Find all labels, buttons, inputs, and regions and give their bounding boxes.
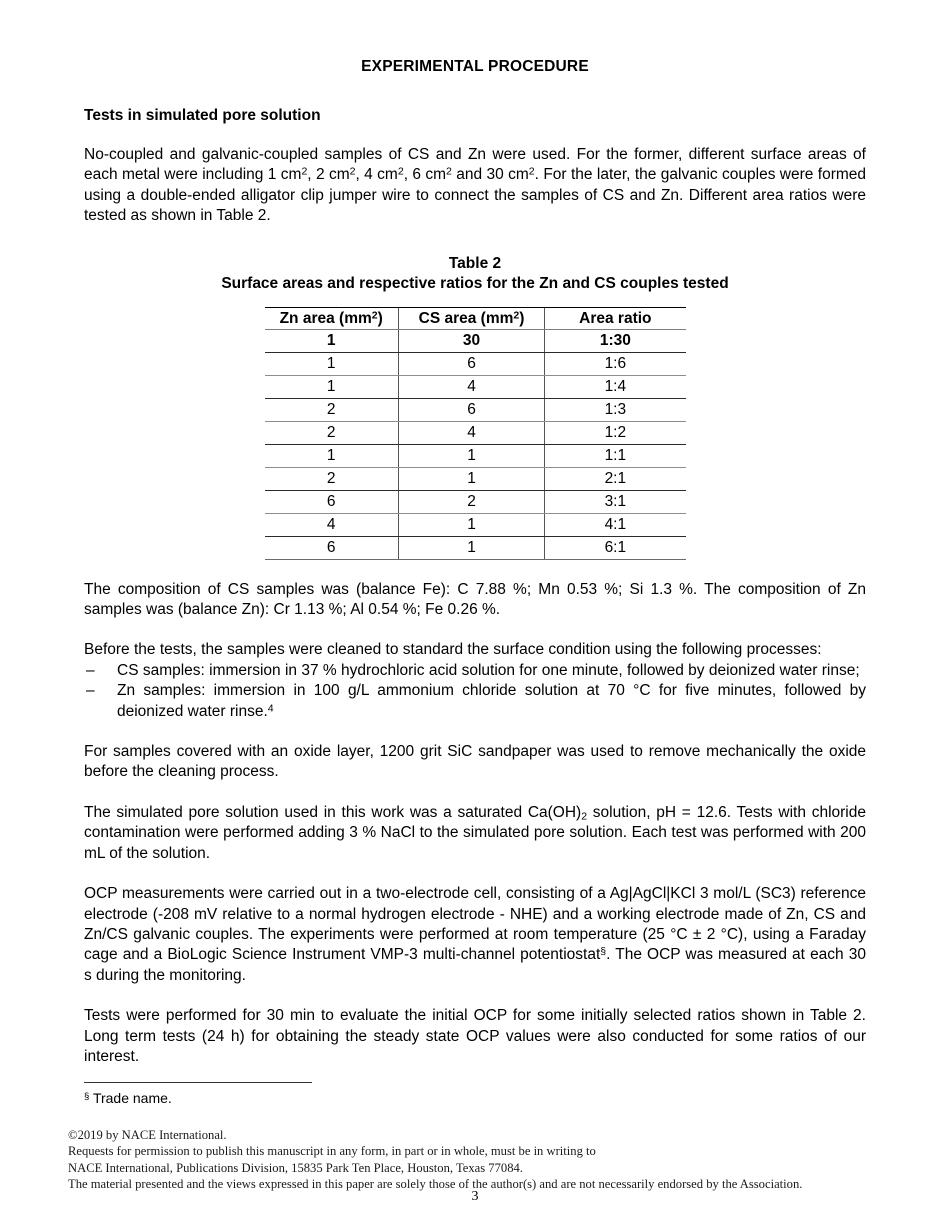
intro-text-d: , 6 cm — [403, 166, 447, 184]
footer-line-permission: Requests for permission to publish this manuscript in any form, in part or in whole, must be in writing to — [68, 1144, 596, 1159]
list-item-text: CS samples: immersion in 37 % hydrochloric acid solution for one minute, followed by deionized water rinse; — [117, 661, 860, 679]
cell-zn-area: 1 — [265, 375, 399, 398]
intro-text-c: , 4 cm — [355, 166, 398, 184]
cell-cs-area: 1 — [398, 536, 544, 559]
paragraph-cleaning-intro: Before the tests, the samples were cleaned to standard the surface condition using the following processes: — [84, 641, 822, 659]
table-caption — [84, 254, 866, 295]
page-title: EXPERIMENTAL PROCEDURE — [361, 58, 589, 75]
page-number: 3 — [471, 1189, 479, 1204]
column-header-area-ratio — [545, 307, 686, 329]
paragraph-composition: The composition of CS samples was (balance Fe): C 7.88 %; Mn 0.53 %; Si 1.3 %. The composition of Zn samples was (balance Zn): Cr 1.13 %; Al 0.54 %; Fe 0.26 %. — [84, 580, 866, 619]
page-content — [84, 0, 866, 1067]
subscript-two: 2 — [581, 810, 588, 823]
header-superscript: 2 — [513, 309, 520, 322]
cell-cs-area: 1 — [398, 513, 544, 536]
cell-zn-area: 1 — [265, 444, 399, 467]
pore-solution-text-b: solution, pH = 12.6. Tests with chloride contamination were performed adding 3 % NaCl to the simulated pore solution. Each test was performed with 200 mL of the solution. — [84, 803, 866, 862]
list-item-text: Zn samples: immersion in 100 g/L ammonium chloride solution at 70 °C for five minutes, followed by deionized water rinse. — [117, 682, 866, 720]
cell-area-ratio: 4:1 — [545, 513, 686, 536]
paragraph-intro — [84, 145, 866, 227]
table-row — [265, 536, 686, 559]
table-caption-line1: Table 2 — [448, 254, 502, 272]
cell-area-ratio: 2:1 — [545, 467, 686, 490]
section-sign-superscript: § — [600, 945, 607, 958]
table-header-row — [265, 307, 686, 329]
table-row — [265, 398, 686, 421]
paragraph-oxide-layer: For samples covered with an oxide layer, 1200 grit SiC sandpaper was used to remove mechanically the oxide before the cleaning process. — [84, 743, 866, 781]
ocp-text-a: OCP measurements were carried out in a two-electrode cell, consisting of a Ag|AgCl|KCl 3 mol/L (SC3) reference electrode (-208 mV relative to a normal hydrogen electrode - NHE) and a working electrode made of Zn, CS and Zn/CS galvanic couples. The experiments were performed at room temperature (25 °C ± 2 °C), using a Faraday cage and a BioLogic Science Instrument VMP-3 multi-channel potentiostat — [84, 885, 866, 964]
table-row — [265, 490, 686, 513]
paragraph-ocp-measurements — [84, 884, 866, 986]
cell-area-ratio: 6:1 — [545, 536, 686, 559]
cell-cs-area: 4 — [398, 421, 544, 444]
footnote-marker: § — [84, 1091, 90, 1103]
footnote-area — [84, 1082, 866, 1107]
list-item — [84, 661, 866, 681]
cell-cs-area: 2 — [398, 490, 544, 513]
surface-area-table — [265, 307, 686, 560]
cell-area-ratio: 3:1 — [545, 490, 686, 513]
column-header-cs-area — [398, 307, 544, 329]
copyright-footer — [68, 1127, 868, 1192]
paragraph-test-duration: Tests were performed for 30 min to evaluate the initial OCP for some initially selected ratios shown in Table 2. Long term tests (24 h) for obtaining the steady state OCP values were also conducted for some ratios of our interest. — [84, 1007, 866, 1065]
cell-area-ratio: 1:4 — [545, 375, 686, 398]
paragraph-pore-solution — [84, 803, 866, 864]
superscript-two: 2 — [349, 165, 356, 178]
table-row — [265, 352, 686, 375]
header-label: CS area (mm — [418, 309, 514, 327]
table-body — [265, 329, 686, 559]
header-superscript: 2 — [371, 309, 378, 322]
cell-cs-area: 4 — [398, 375, 544, 398]
intro-text-f: . For the later, the galvanic couples were formed using a double-ended alligator clip jumper wire to connect the samples of CS and Zn. Different area ratios were tested as shown in Table 2. — [84, 166, 867, 225]
table-row — [265, 329, 686, 352]
cell-zn-area: 1 — [265, 352, 399, 375]
dash-marker: – — [86, 661, 95, 679]
footnote-separator-rule — [84, 1082, 312, 1083]
cell-area-ratio: 1:1 — [545, 444, 686, 467]
section-heading: Tests in simulated pore solution — [84, 107, 321, 124]
superscript-two: 2 — [397, 165, 404, 178]
header-label: Area ratio — [579, 309, 652, 327]
cell-cs-area: 30 — [398, 329, 544, 352]
superscript-two: 2 — [301, 165, 308, 178]
column-header-zn-area — [265, 307, 399, 329]
table-row — [265, 513, 686, 536]
header-label-tail: ) — [519, 309, 525, 327]
intro-text-a: No-coupled and galvanic-coupled samples of CS and Zn were used. For the former, different surface areas of each metal were including 1 cm — [84, 146, 866, 184]
header-label: Zn area (mm — [279, 309, 372, 327]
superscript-two: 2 — [446, 165, 452, 178]
cell-zn-area: 6 — [265, 536, 399, 559]
intro-text-e: and 30 cm — [451, 166, 529, 184]
table-caption-line2: Surface areas and respective ratios for the Zn and CS couples tested — [221, 275, 729, 293]
ocp-text-b: . The OCP was measured at each 30 s during the monitoring. — [84, 946, 866, 984]
cell-area-ratio: 1:6 — [545, 352, 686, 375]
cell-zn-area: 2 — [265, 421, 399, 444]
footer-line-disclaimer: The material presented and the views expressed in this paper are solely those of the author(s) and are not necessarily endorsed by the Association. — [68, 1176, 803, 1191]
table-row — [265, 467, 686, 490]
reference-superscript: 4 — [267, 702, 274, 715]
cell-zn-area: 6 — [265, 490, 399, 513]
superscript-two: 2 — [528, 165, 535, 178]
cell-area-ratio: 1:2 — [545, 421, 686, 444]
intro-text-b: , 2 cm — [307, 166, 350, 184]
list-item — [84, 681, 866, 722]
cell-area-ratio: 1:3 — [545, 398, 686, 421]
cleaning-steps-list — [84, 661, 866, 722]
cell-cs-area: 1 — [398, 444, 544, 467]
footnote-text: Trade name. — [92, 1090, 172, 1106]
cell-zn-area: 2 — [265, 398, 399, 421]
header-label-tail: ) — [377, 309, 383, 327]
cell-area-ratio: 1:30 — [545, 329, 686, 352]
table-row — [265, 375, 686, 398]
cell-zn-area: 4 — [265, 513, 399, 536]
footer-line-address: NACE International, Publications Division, 15835 Park Ten Place, Houston, Texas 77084. — [68, 1160, 523, 1175]
cell-cs-area: 6 — [398, 398, 544, 421]
table-row — [265, 444, 686, 467]
pore-solution-text-a: The simulated pore solution used in this work was a saturated Ca(OH) — [84, 803, 582, 821]
dash-marker: – — [86, 682, 95, 700]
cell-zn-area: 1 — [265, 329, 399, 352]
cell-zn-area: 2 — [265, 467, 399, 490]
table-head — [265, 307, 686, 329]
cell-cs-area: 6 — [398, 352, 544, 375]
cell-cs-area: 1 — [398, 467, 544, 490]
footer-line-copyright: ©2019 by NACE International. — [68, 1128, 227, 1142]
footnote — [84, 1090, 866, 1107]
table-container — [84, 307, 866, 560]
table-row — [265, 421, 686, 444]
